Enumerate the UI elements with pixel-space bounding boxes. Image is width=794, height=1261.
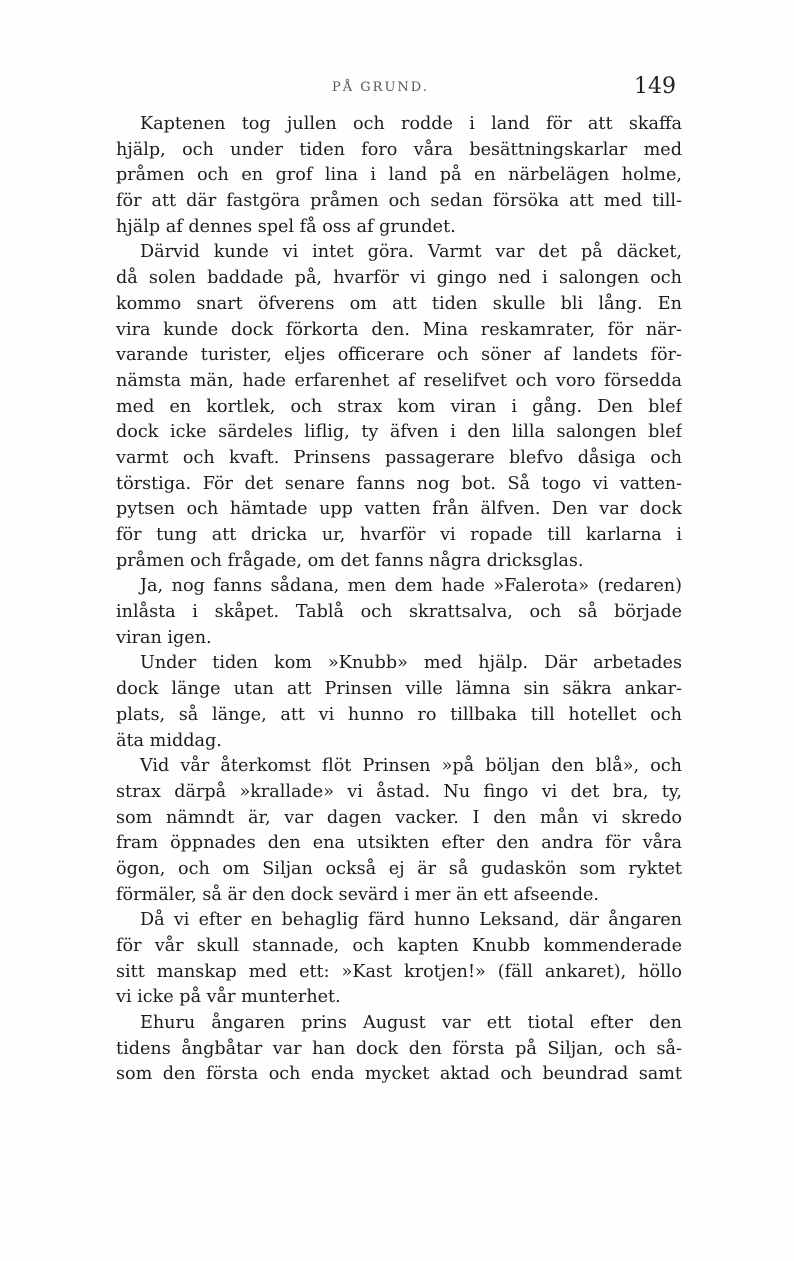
text-line: då solen baddade på, hvarför vi gingo ned i salongen och (116, 268, 682, 289)
text-line: törstiga. För det senare fanns nog bot. Så togo vi vatten- (116, 473, 682, 494)
text-line: Under tiden kom »Knubb» med hjälp. Där arbetades (140, 653, 682, 674)
text-line: hjälp, och under tiden foro våra besättningskarlar med (116, 139, 682, 160)
text-line: viran igen. (116, 627, 212, 648)
paragraph (116, 1011, 682, 1088)
text-line: med en kortlek, och strax kom viran i gång. Den blef (116, 396, 682, 417)
page-number: 149 (634, 74, 676, 99)
text-line: vira kunde dock förkorta den. Mina reskamrater, för när- (116, 319, 682, 340)
text-line: pråmen och en grof lina i land på en närbelägen holme, (116, 165, 682, 186)
text-line: som nämndt är, var dagen vacker. I den mån vi skredo (116, 807, 682, 828)
text-line: Då vi efter en behaglig färd hunno Leksand, där ångaren (140, 910, 682, 931)
text-line: som den första och enda mycket aktad och beundrad samt (116, 1064, 682, 1085)
text-line: tidens ångbåtar var han dock den första på Siljan, och så- (116, 1038, 682, 1059)
text-line: Därvid kunde vi intet göra. Varmt var det på däcket, (140, 242, 682, 263)
text-line: sitt manskap med ett: »Kast krotjen!» (fäll ankaret), höllo (116, 961, 682, 982)
text-line: Kaptenen tog jullen och rodde i land för att skaffa (140, 114, 682, 134)
text-line: förmäler, så är den dock sevärd i mer än ett afseende. (116, 884, 600, 905)
text-line: inlåsta i skåpet. Tablå och skrattsalva, och så började (116, 602, 682, 623)
body-text (116, 112, 682, 1088)
text-line: Ja, nog fanns sådana, men dem hade »Falerota» (redaren) (140, 576, 682, 597)
text-line: äta middag. (116, 730, 222, 751)
text-line: för att där fastgöra pråmen och sedan försöka att med till- (116, 191, 682, 212)
text-line: dock icke särdeles liflig, ty äfven i den lilla salongen blef (116, 422, 682, 443)
text-line: strax därpå »krallade» vi åstad. Nu fingo vi det bra, ty, (116, 781, 682, 802)
paragraph (116, 754, 682, 908)
text-line: fram öppnades den ena utsikten efter den andra för våra (116, 833, 682, 854)
text-line: pytsen och hämtade upp vatten från älfven. Den var dock (116, 499, 682, 520)
text-line: Ehuru ångaren prins August var ett tiotal efter den (140, 1013, 682, 1034)
text-line: pråmen och frågade, om det fanns några dricksglas. (116, 550, 584, 571)
paragraph (116, 908, 682, 1011)
text-line: Vid vår återkomst flöt Prinsen »på böljan den blå», och (140, 756, 682, 777)
text-line: för vår skull stannade, och kapten Knubb kommenderade (116, 936, 682, 956)
text-line: vi icke på vår munterhet. (116, 987, 341, 1008)
text-line: kommo snart öfverens om att tiden skulle bli lång. En (116, 293, 682, 314)
text-line: varmt och kvaft. Prinsens passagerare blefvo dåsiga och (116, 447, 682, 468)
paragraph (116, 574, 682, 651)
text-line: varande turister, eljes officerare och söner af landets för- (116, 345, 682, 366)
text-line: nämsta män, hade erfarenhet af reselifvet och voro försedda (116, 370, 682, 391)
text-line: plats, så länge, att vi hunno ro tillbaka till hotellet och (116, 704, 682, 725)
running-title: PÅ GRUND. (332, 80, 429, 95)
paragraph (116, 651, 682, 754)
text-line: hjälp af dennes spel få oss af grundet. (116, 216, 456, 237)
text-line: dock länge utan att Prinsen ville lämna sin säkra ankar- (116, 679, 682, 700)
paragraph (116, 112, 682, 240)
text-line: för tung att dricka ur, hvarför vi ropade till karlarna i (116, 525, 682, 545)
text-line: ögon, och om Siljan också ej är så gudaskön som ryktet (116, 858, 682, 879)
paragraph (116, 240, 682, 574)
running-header (0, 74, 794, 104)
